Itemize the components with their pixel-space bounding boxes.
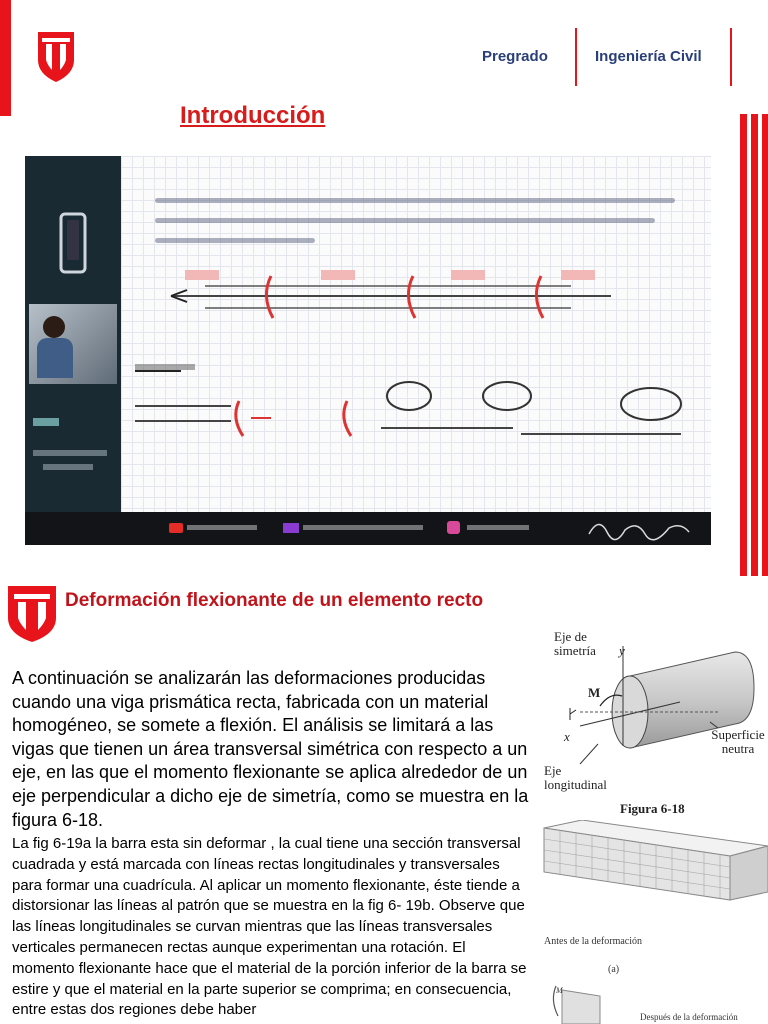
section-title: Deformación flexionante de un elemento recto — [65, 590, 484, 611]
video-frame[interactable] — [25, 156, 711, 545]
instagram-icon[interactable] — [447, 521, 460, 534]
university-shield-icon — [6, 584, 58, 644]
teacher-signature-icon — [585, 514, 695, 544]
nav-pregrado[interactable]: Pregrado — [482, 48, 548, 65]
label-antes: Antes de la deformación — [544, 936, 643, 947]
nav-ingenieria-civil[interactable]: Ingeniería Civil — [595, 48, 702, 65]
section-logo — [6, 584, 58, 644]
label-eje-longitudinal: Eje longitudinal — [544, 763, 607, 792]
paragraph-1: A continuación se analizarán las deformaciones producidas cuando una viga prismática recta, fabricada con un material homogéneo, se somete a flexión. El análisis se limitará a las vigas que tienen un área transversal simétrica con respecto a un eje, en las que el momento flexionante se aplica alrededor de un eje perpendicular a dicho eje de simetría, como se muestra en la figura 6-18. — [12, 668, 529, 830]
nav-divider-right — [730, 28, 732, 86]
intro-title: Introducción — [180, 102, 326, 129]
video-sidebar — [25, 156, 121, 512]
phone-icon — [59, 212, 87, 274]
label-x-axis: x — [564, 729, 570, 744]
bar-diagram — [121, 256, 711, 512]
label-moment-b: M — [556, 986, 563, 995]
social-bar — [25, 512, 711, 545]
mail-icon[interactable] — [283, 523, 299, 533]
university-shield-icon — [36, 30, 76, 84]
label-a: (a) — [608, 964, 620, 975]
label-eje-simetria: Eje de simetría — [554, 629, 596, 658]
webcam-feed — [29, 304, 117, 384]
label-moment: M — [588, 685, 601, 700]
youtube-icon[interactable] — [169, 523, 183, 533]
figure-6-19 — [540, 820, 768, 1024]
right-stripes — [738, 114, 768, 576]
left-accent-bar — [0, 0, 11, 116]
paragraph-2: La fig 6-19a la barra esta sin deformar , la cual tiene una sección transversal cuadrada y está marcada con líneas rectas longitudinales y transversales para formar una cuadrícula. Al aplicar un momento flexionante, éste tiende a distorsionar las líneas al patrón que se muestra en la fig 6- 19b. Observe que las líneas longitudinales se curvan mientras que las líneas transversales verticales permanecen rectas aunque experimentan una rotación. El momento flexionante hace que el material de la porción inferior de la barra se estire y que el material en la parte superior se comprima; en consecuencia, entre estas dos regiones debe haber — [12, 835, 527, 1019]
figure-caption: Figura 6-18 — [620, 801, 685, 816]
university-logo[interactable] — [36, 30, 76, 84]
label-superficie-neutra: Superficie neutra — [711, 727, 765, 756]
nav-divider — [575, 28, 577, 86]
beam-grid-diagram — [540, 820, 768, 1024]
label-y-axis: y — [619, 643, 625, 658]
whiteboard — [121, 156, 711, 512]
label-despues: Después de la deformación — [640, 1012, 738, 1022]
figure-6-18 — [540, 626, 768, 822]
